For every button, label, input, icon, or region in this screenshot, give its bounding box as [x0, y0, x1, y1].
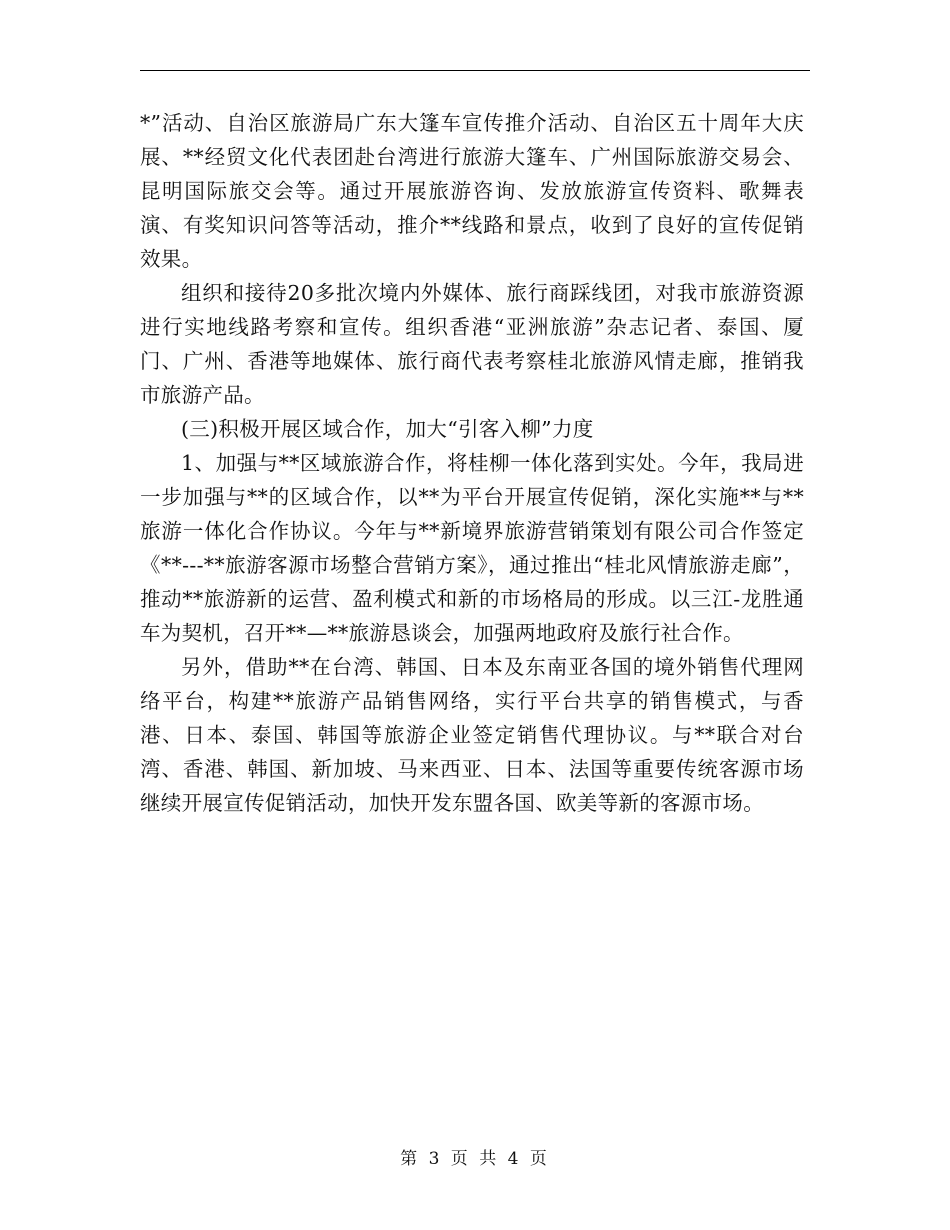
- paragraph-4: 另外，借助**在台湾、韩国、日本及东南亚各国的境外销售代理网络平台，构建**旅游产品销售网络，实行平台共享的销售模式，与香港、日本、泰国、韩国等旅游企业签定销售代理协议。与**联合对台湾、香港、韩国、新加坡、马来西亚、日本、法国等重要传统客源市场继续开展宣传促销活动，加快开发东盟各国、欧美等新的客源市场。: [140, 655, 804, 815]
- paragraph-1: *”活动、自治区旅游局广东大篷车宣传推介活动、自治区五十周年大庆展、**经贸文化代表团赴台湾进行旅游大篷车、广州国际旅游交易会、昆明国际旅交会等。通过开展旅游咨询、发放旅游宣传资料、歌舞表演、有奖知识问答等活动，推介**线路和景点，收到了良好的宣传促销效果。: [140, 111, 804, 271]
- paragraph-3: 1、加强与**区域旅游合作，将桂柳一体化落到实处。今年，我局进一步加强与**的区域合作，以**为平台开展宣传促销，深化实施**与**旅游一体化合作协议。今年与**新境界旅游营销策划有限公司合作签定《**---**旅游客源市场整合营销方案》，通过推出“桂北风情旅游走廊”，推动**旅游新的运营、盈利模式和新的市场格局的形成。以三江-龙胜通车为契机，召开**—**旅游恳谈会，加强两地政府及旅行社合作。: [140, 451, 804, 645]
- header-rule: [140, 70, 810, 71]
- section-heading: (三)积极开展区域合作，加大“引客入柳”力度: [181, 417, 594, 441]
- page-number-footer: 第 3 页 共 4 页: [400, 1149, 550, 1169]
- document-body: [140, 106, 804, 820]
- paragraph-2: 组织和接待20多批次境内外媒体、旅行商踩线团，对我市旅游资源进行实地线路考察和宣传。组织香港“亚洲旅游”杂志记者、泰国、厦门、广州、香港等地媒体、旅行商代表考察桂北旅游风情走廊，推销我市旅游产品。: [140, 281, 804, 407]
